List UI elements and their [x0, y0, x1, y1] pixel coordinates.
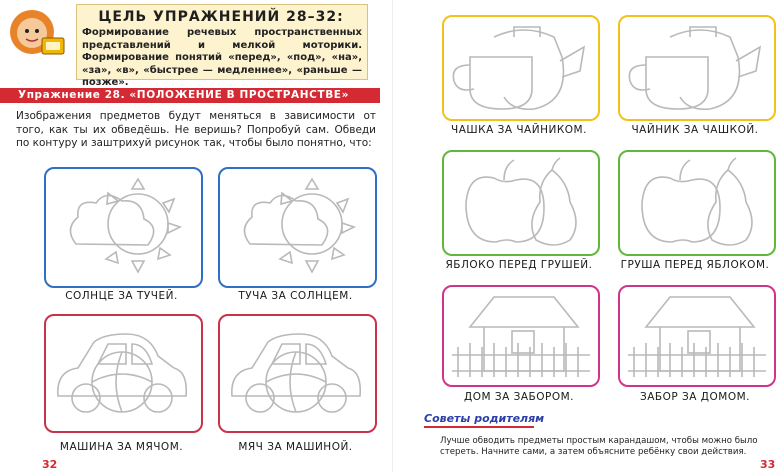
kettle-cup-drawing [620, 17, 774, 119]
advice-text: Лучше обводить предметы простым карандашом, чтобы можно было стереть. Начните сами, а затем объясните ребёнку свои действия. [440, 436, 758, 457]
ball-car-drawing [220, 316, 375, 431]
page-divider [392, 0, 393, 472]
advice-title: Советы родителям [424, 412, 545, 425]
fruit-card-2 [618, 150, 776, 256]
sun-card-2 [218, 167, 377, 288]
cup-kettle-drawing [444, 17, 598, 119]
caption-car-behind-ball: МАШИНА ЗА МЯЧОМ. [59, 441, 184, 453]
page-number-left: 32 [42, 458, 58, 471]
mascot-illustration [2, 2, 72, 58]
caption-fence-behind-house: ЗАБОР ЗА ДОМОМ. [640, 391, 750, 403]
caption-kettle-behind-cup: ЧАЙНИК ЗА ЧАШКОЙ. [631, 124, 759, 136]
goal-title: ЦЕЛЬ УПРАЖНЕНИЙ 28–32: [98, 9, 344, 25]
page-number-right: 33 [760, 458, 776, 471]
house-card-2 [618, 285, 776, 387]
caption-pear-before-apple: ГРУША ПЕРЕД ЯБЛОКОМ. [620, 259, 770, 271]
exercise-intro: Изображения предметов будут меняться в зависимости от того, как ты их обведёшь. Не веришь? Попробуй сам. Обведи по контуру и заштрихуй рисунок так, чтобы было понятно, что: [16, 110, 376, 149]
kettle-card-1 [442, 15, 600, 121]
exercise-header: Упражнение 28. «ПОЛОЖЕНИЕ В ПРОСТРАНСТВЕ» [18, 89, 349, 101]
advice-underline [424, 426, 534, 428]
apple-pear-drawing [444, 152, 598, 254]
car-card-2 [218, 314, 377, 433]
goal-text: Формирование речевых пространственных представлений и мелкой моторики. Формирование понятий «перед», «под», «на», «за», «в», «быстрее — медленнее», «раньше — позже». [82, 27, 362, 88]
kettle-card-2 [618, 15, 776, 121]
caption-cloud-behind-sun: ТУЧА ЗА СОЛНЦЕМ. [238, 290, 353, 302]
caption-ball-behind-car: МЯЧ ЗА МАШИНОЙ. [238, 441, 353, 453]
fruit-card-1 [442, 150, 600, 256]
car-card-1 [44, 314, 203, 433]
caption-cup-behind-kettle: ЧАШКА ЗА ЧАЙНИКОМ. [451, 124, 587, 136]
caption-sun-behind-cloud: СОЛНЦЕ ЗА ТУЧЕЙ. [65, 290, 178, 302]
sun-cloud-drawing [46, 169, 201, 286]
fence-house-drawing [620, 287, 774, 385]
sun-card-1 [44, 167, 203, 288]
cloud-sun-drawing [220, 169, 375, 286]
house-fence-drawing [444, 287, 598, 385]
house-card-1 [442, 285, 600, 387]
car-ball-drawing [46, 316, 201, 431]
caption-house-behind-fence: ДОМ ЗА ЗАБОРОМ. [464, 391, 574, 403]
pear-apple-drawing [620, 152, 774, 254]
caption-apple-before-pear: ЯБЛОКО ПЕРЕД ГРУШЕЙ. [445, 259, 593, 271]
